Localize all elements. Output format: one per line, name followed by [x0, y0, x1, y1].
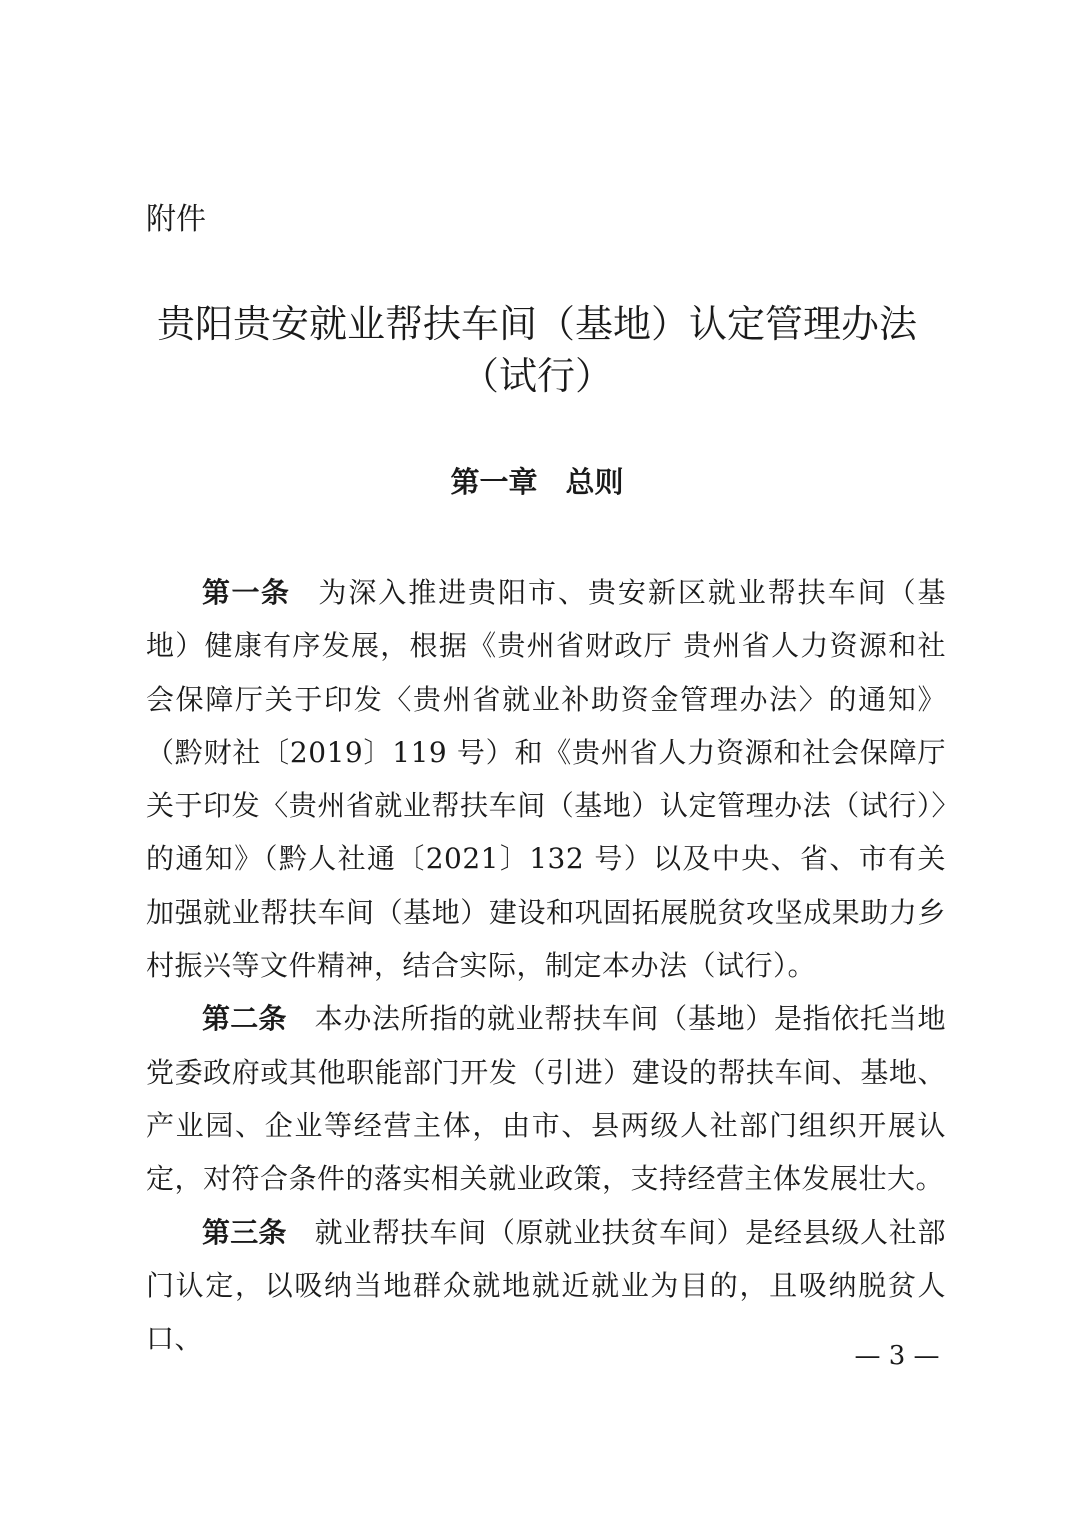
article-text: 本办法所指的就业帮扶车间（基地）是指依托当地党委政府或其他职能部门开发（引进）建设的帮扶车间、基地、产业园、企业等经营主体，由市、县两级人社部门组织开展认定，对符合条件的落实相关就业政策，支持经营主体发展壮大。 [146, 1002, 946, 1196]
article-1 [146, 566, 946, 992]
chapter-heading [0, 462, 1074, 502]
article-label: 第二条 [202, 1002, 287, 1036]
article-2 [146, 992, 946, 1205]
article-label: 第三条 [202, 1215, 287, 1249]
article-3 [146, 1206, 946, 1366]
article-text: 为深入推进贵阳市、贵安新区就业帮扶车间（基地）健康有序发展，根据《贵州省财政厅 贵州省人力资源和社会保障厅关于印发〈贵州省就业补助资金管理办法〉的通知》（黔财社〔2019〕119 号）和《贵州省人力资源和社会保障厅关于印发〈贵州省就业帮扶车间（基地）认定管理办法（试行）〉的通知》（黔人社通〔2021〕132 号）以及中央、省、市有关加强就业帮扶车间（基地）建设和巩固拓展脱贫攻坚成果助力乡村振兴等文件精神，结合实际，制定本办法（试行）。 [146, 576, 946, 983]
article-text: 就业帮扶车间（原就业扶贫车间）是经县级人社部门认定，以吸纳当地群众就地就近就业为目的，且吸纳脱贫人口、 [146, 1215, 946, 1356]
page-number: — 3 — [854, 1341, 940, 1371]
attachment-label: 附件 [146, 202, 206, 237]
article-label: 第一条 [202, 576, 291, 609]
chapter-number: 第一章 [450, 465, 538, 499]
document-title: 贵阳贵安就业帮扶车间（基地）认定管理办法 [156, 302, 917, 346]
document-body [146, 566, 946, 1365]
document-subtitle: （试行） [460, 354, 613, 398]
chapter-name: 总则 [565, 465, 624, 499]
